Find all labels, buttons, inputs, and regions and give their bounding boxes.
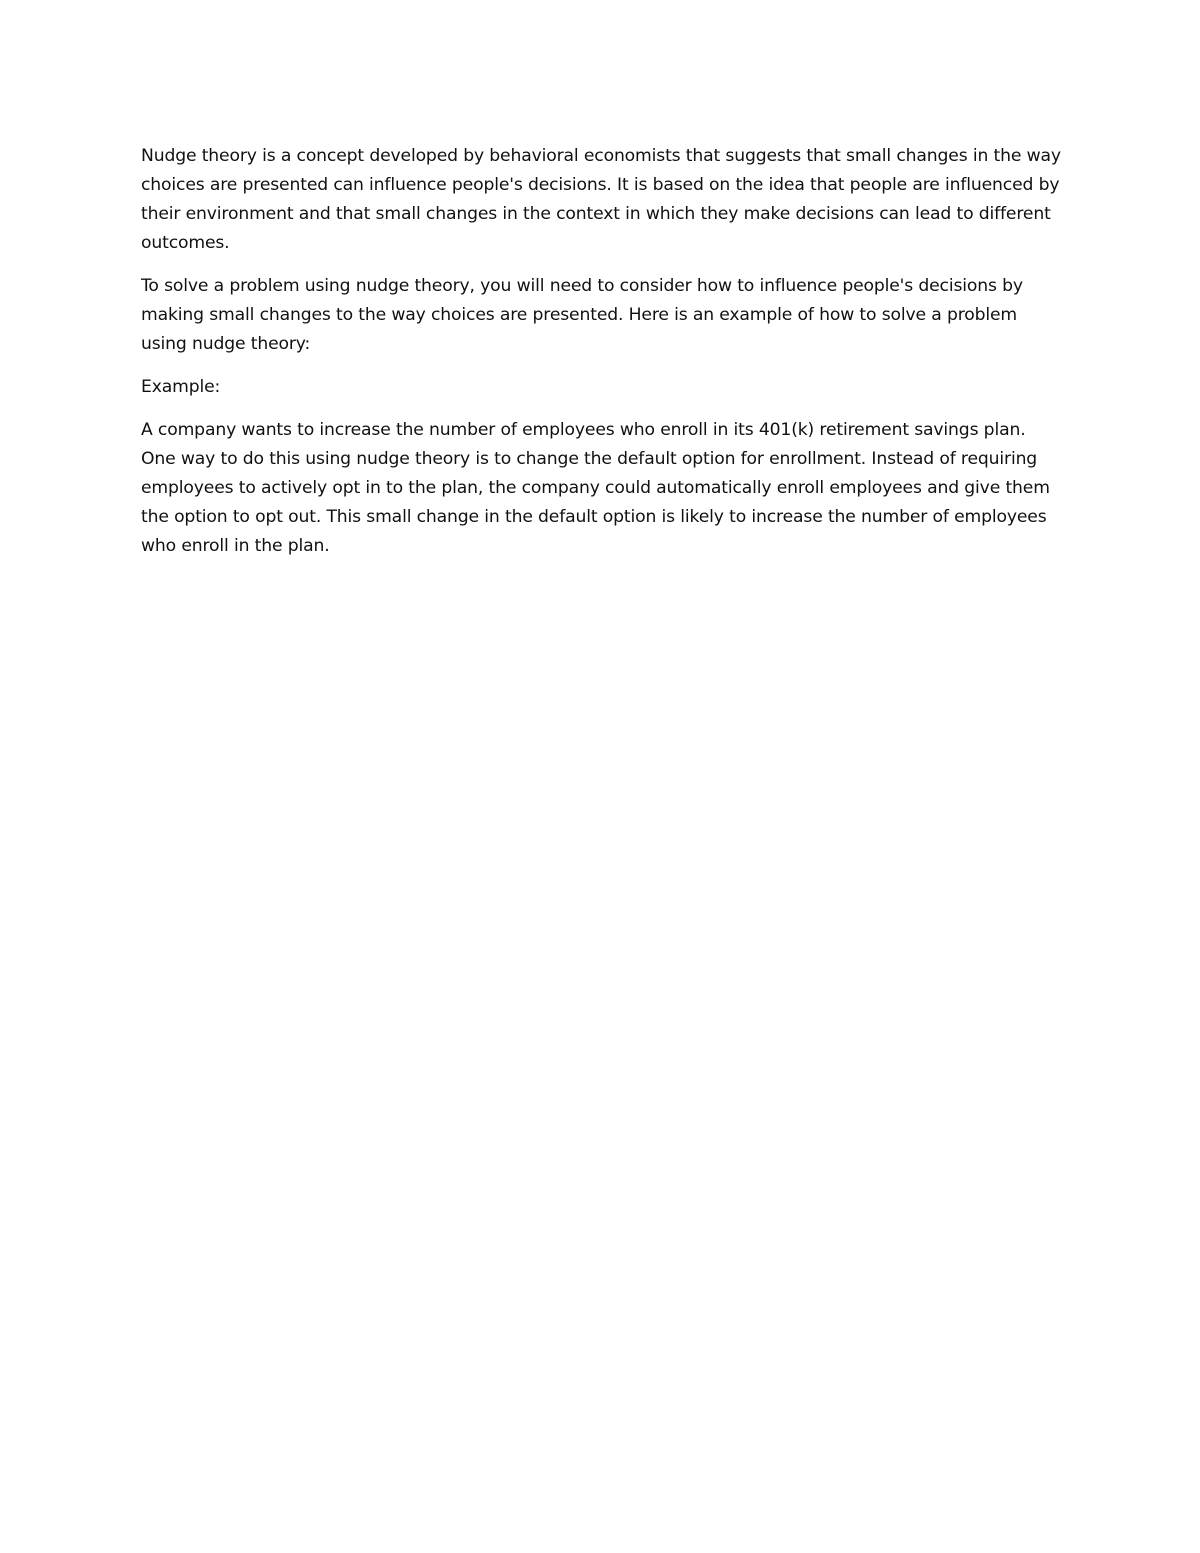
- paragraph-example: A company wants to increase the number of employees who enroll in its 401(k) retirement savings plan. One way to do this using nudge theory is to change the default option for enrollment. Instead of requiring employees to actively opt in to the plan, the company could automatically enroll employees and give them the option to opt out. This small change in the default option is likely to increase the number of employees who enroll in the plan.: [141, 420, 1050, 556]
- document-body: [141, 142, 1061, 575]
- paragraph-example-heading: Example:: [141, 377, 221, 397]
- paragraph-approach: To solve a problem using nudge theory, you will need to consider how to influence people's decisions by making small changes to the way choices are presented. Here is an example of how to solve a problem using nudge theory:: [141, 276, 1023, 354]
- paragraph-intro: Nudge theory is a concept developed by behavioral economists that suggests that small changes in the way choices are presented can influence people's decisions. It is based on the idea that people are influenced by their environment and that small changes in the context in which they make decisions can lead to different outcomes.: [141, 146, 1061, 253]
